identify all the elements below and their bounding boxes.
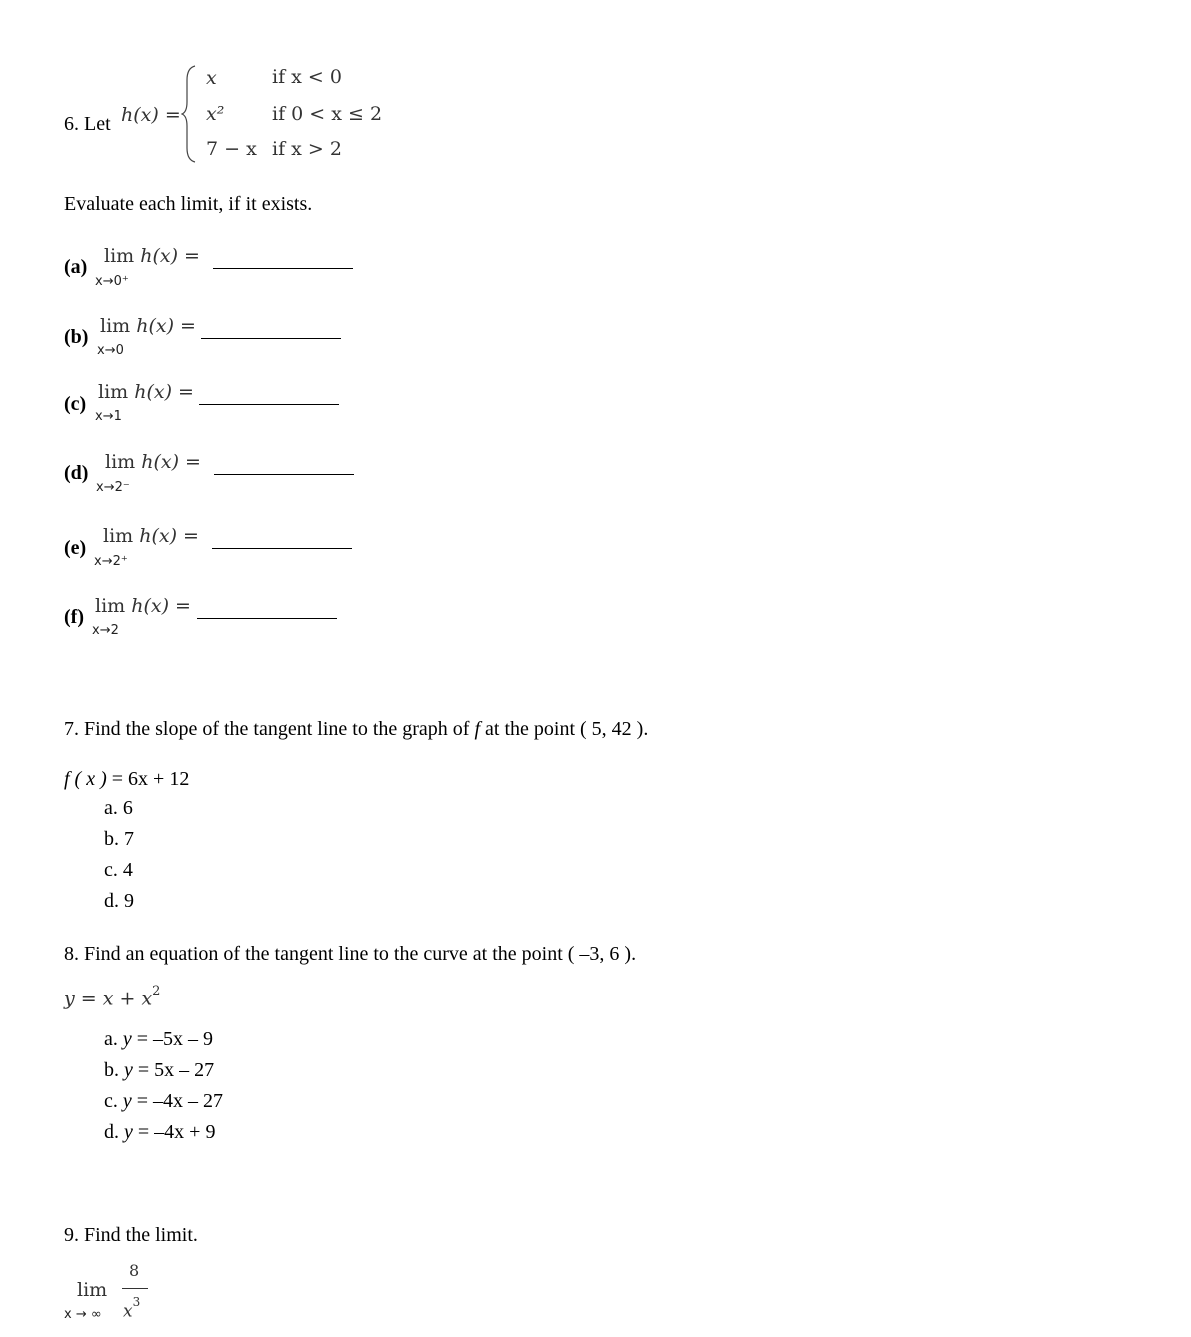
q7-option-a[interactable]: a. 6 [104, 797, 133, 819]
q8-option-c[interactable]: c. y = –4x – 27 [104, 1090, 224, 1112]
part-e-sub: x→2⁺ [94, 554, 128, 569]
part-d-sub: x→2⁻ [96, 480, 130, 495]
q7-function: f ( x ) = 6x + 12 [64, 768, 190, 790]
q6-case-2-expr: x² [206, 103, 225, 125]
q9-numerator: 8 [129, 1261, 140, 1280]
q9-lim: lim [77, 1279, 108, 1301]
q9-fraction-bar [122, 1288, 148, 1289]
q7-option-d[interactable]: d. 9 [104, 890, 134, 912]
q6-case-1-expr: x [206, 67, 217, 89]
q6-case-3-expr: 7 − x [206, 138, 257, 160]
part-d-answer-blank[interactable] [214, 458, 354, 475]
part-a-label: (a) [64, 256, 88, 278]
part-a-sub: x→0⁺ [95, 274, 129, 289]
part-a-answer-blank[interactable] [213, 252, 353, 269]
part-f-answer-blank[interactable] [197, 602, 337, 619]
q7-option-c[interactable]: c. 4 [104, 859, 133, 881]
part-b-sub: x→0 [97, 343, 124, 358]
q7-option-b[interactable]: b. 7 [104, 828, 134, 850]
piecewise-brace [181, 62, 205, 166]
q8-equation: $y = x + x^2$ [64, 984, 161, 1010]
part-c-label: (c) [64, 393, 87, 415]
q6-prefix: 6. Let [64, 113, 111, 135]
q9-denominator: $x^3$ [123, 1295, 141, 1322]
part-e-label: (e) [64, 537, 87, 559]
part-f-sub: x→2 [92, 623, 119, 638]
q9-question: 9. Find the limit. [64, 1224, 198, 1246]
q8-option-a[interactable]: a. y = –5x – 9 [104, 1028, 214, 1050]
q6-instruction: Evaluate each limit, if it exists. [64, 193, 313, 215]
q6-case-2-cond: if 0 < x ≤ 2 [272, 103, 383, 125]
part-f-lim: lim h(x) = [95, 595, 191, 617]
q8-question: 8. Find an equation of the tangent line to the curve at the point ( –3, 6 ). [64, 943, 637, 965]
part-c-sub: x→1 [95, 409, 122, 424]
q6-case-1-cond: if x < 0 [272, 66, 342, 88]
part-b-answer-blank[interactable] [201, 322, 341, 339]
q6-case-3-cond: if x > 2 [272, 138, 342, 160]
part-d-label: (d) [64, 462, 89, 484]
part-f-label: (f) [64, 606, 84, 628]
part-d-lim: lim h(x) = [105, 451, 201, 473]
part-b-label: (b) [64, 326, 89, 348]
q6-func: h(x) = [121, 104, 181, 126]
q7-question: 7. Find the slope of the tangent line to the graph of f at the point ( 5, 42 ). [64, 718, 649, 740]
part-c-lim: lim h(x) = [98, 381, 194, 403]
part-a-lim: lim h(x) = [104, 245, 200, 267]
part-e-lim: lim h(x) = [103, 525, 199, 547]
q8-option-d[interactable]: d. y = –4x + 9 [104, 1121, 216, 1143]
q8-option-b[interactable]: b. y = 5x – 27 [104, 1059, 215, 1081]
q9-sub: x → ∞ [64, 1307, 102, 1322]
part-c-answer-blank[interactable] [199, 388, 339, 405]
part-b-lim: lim h(x) = [100, 315, 196, 337]
part-e-answer-blank[interactable] [212, 532, 352, 549]
